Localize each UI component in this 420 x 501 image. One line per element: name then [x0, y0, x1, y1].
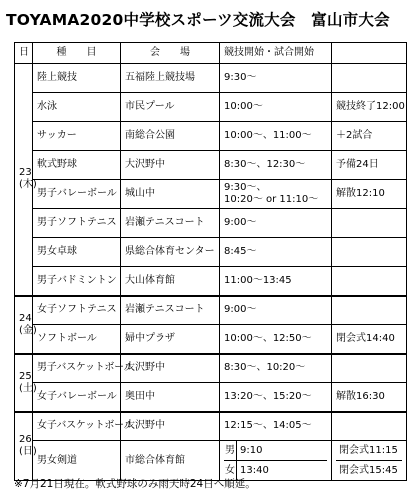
event-cell: 男子バスケットボール — [33, 354, 121, 383]
split-time-cell — [220, 441, 332, 481]
table-row — [15, 238, 407, 267]
note-cell: 閉会式14:40 — [332, 325, 407, 354]
table-row — [15, 325, 407, 354]
venue-cell: 五福陸上競技場 — [121, 64, 220, 93]
time-cell: 9:30〜 — [220, 64, 332, 93]
time-cell: 9:00〜 — [220, 209, 332, 238]
table-row — [15, 122, 407, 151]
note-cell — [332, 64, 407, 93]
time-cell: 10:00〜、11:00〜 — [220, 122, 332, 151]
note-cell: 予備24日 — [332, 151, 407, 180]
event-cell: ソフトボール — [33, 325, 121, 354]
note-cell — [332, 238, 407, 267]
time-cell: 10:00〜、12:50〜 — [220, 325, 332, 354]
day-cell-23 — [15, 64, 37, 296]
day-cell-24 — [15, 296, 37, 354]
venue-cell: 岩瀬テニスコート — [121, 296, 220, 325]
time-cell: 8:45〜 — [220, 238, 332, 267]
venue-cell: 城山中 — [121, 180, 220, 209]
event-cell: 男子バレーボール — [33, 180, 121, 209]
note-cell — [332, 267, 407, 296]
venue-cell: 市総合体育館 — [121, 441, 220, 481]
day-number: 26 — [19, 434, 32, 446]
table-row — [15, 441, 407, 481]
header-day: 日 — [15, 43, 33, 64]
split-note: 閉会式15:45 — [336, 461, 402, 481]
note-cell — [332, 296, 407, 325]
table-row — [15, 180, 407, 209]
table-row — [15, 151, 407, 180]
note-cell — [332, 209, 407, 238]
table-row — [15, 354, 407, 383]
table-row — [15, 383, 407, 412]
day-number: 24 — [19, 312, 32, 324]
table-row — [15, 64, 407, 93]
note-cell — [332, 354, 407, 383]
gender-label-male: 男 — [224, 441, 237, 461]
time-cell: 8:30〜、10:20〜 — [220, 354, 332, 383]
day-of-week: (日) — [19, 446, 37, 458]
venue-cell: 奥田中 — [121, 383, 220, 412]
note-cell: 解散12:10 — [332, 180, 407, 209]
split-time-table — [224, 441, 327, 480]
day-of-week: (金) — [19, 324, 37, 336]
time-line-2: 10:20〜 or 11:10〜 — [224, 194, 319, 205]
time-cell: 13:20〜、15:20〜 — [220, 383, 332, 412]
time-cell: 11:00〜13:45 — [220, 267, 332, 296]
time-cell: 10:00〜 — [220, 93, 332, 122]
event-cell: 軟式野球 — [33, 151, 121, 180]
event-cell: 男女卓球 — [33, 238, 121, 267]
note-cell: 競技終了12:00 — [332, 93, 407, 122]
event-cell: 陸上競技 — [33, 64, 121, 93]
time-cell: 9:00〜 — [220, 296, 332, 325]
venue-cell: 大沢野中 — [121, 151, 220, 180]
event-cell: 女子バスケットボール — [33, 412, 121, 441]
event-cell: サッカー — [33, 122, 121, 151]
day-of-week: (土) — [19, 382, 37, 394]
table-row — [15, 296, 407, 325]
note-cell: 解散16:30 — [332, 383, 407, 412]
note-cell — [332, 412, 407, 441]
venue-cell: 市民プール — [121, 93, 220, 122]
split-time: 13:40 — [237, 461, 328, 481]
event-cell: 女子ソフトテニス — [33, 296, 121, 325]
venue-cell: 大山体育館 — [121, 267, 220, 296]
header-time: 競技開始・試合開始 — [220, 43, 332, 64]
venue-cell: 岩瀬テニスコート — [121, 209, 220, 238]
event-cell: 男女剣道 — [33, 441, 121, 481]
header-note — [332, 43, 407, 64]
footnote: ※7月21日現在。軟式野球のみ雨天時24日へ順延。 — [14, 478, 256, 490]
split-note-cell — [332, 441, 407, 481]
header-event: 種 目 — [33, 43, 121, 64]
time-line-1: 9:30〜、 — [224, 182, 267, 193]
table-row — [15, 412, 407, 441]
day-number: 23 — [19, 167, 32, 179]
day-cell-26 — [15, 412, 37, 481]
time-cell — [220, 180, 332, 209]
split-note-table — [336, 441, 402, 480]
time-cell: 12:15〜、14:05〜 — [220, 412, 332, 441]
table-row — [15, 267, 407, 296]
time-cell: 8:30〜、12:30〜 — [220, 151, 332, 180]
note-cell: ＋2試合 — [332, 122, 407, 151]
venue-cell: 県総合体育センター — [121, 238, 220, 267]
split-time: 9:10 — [240, 444, 263, 456]
event-cell: 女子バレーボール — [33, 383, 121, 412]
day-of-week: (木) — [19, 179, 37, 191]
page-title: TOYAMA2020中学校スポーツ交流大会 富山市大会 — [6, 11, 390, 29]
event-cell: 男子ソフトテニス — [33, 209, 121, 238]
schedule-table — [14, 42, 407, 481]
event-cell: 水泳 — [33, 93, 121, 122]
gender-label-female: 女 — [224, 461, 237, 481]
venue-cell: 南総合公園 — [121, 122, 220, 151]
header-row — [15, 43, 407, 64]
venue-cell: 大沢野中 — [121, 354, 220, 383]
day-number: 25 — [19, 370, 32, 382]
split-note: 閉会式11:15 — [339, 444, 398, 456]
header-venue: 会 場 — [121, 43, 220, 64]
venue-cell: 婦中プラザ — [121, 325, 220, 354]
event-cell: 男子バドミントン — [33, 267, 121, 296]
table-row — [15, 93, 407, 122]
table-row — [15, 209, 407, 238]
day-cell-25 — [15, 354, 37, 412]
venue-cell: 大沢野中 — [121, 412, 220, 441]
